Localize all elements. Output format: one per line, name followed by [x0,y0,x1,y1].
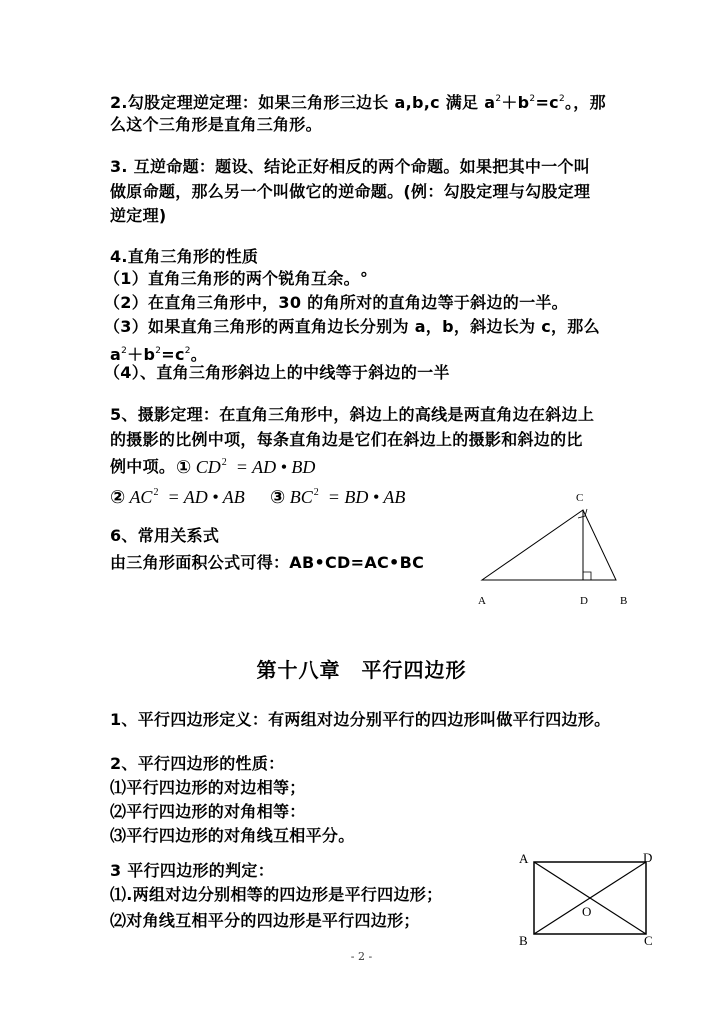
label-b: B [519,933,528,948]
circled-number-3: ③ [270,487,286,508]
para3-item1: ⑴.两组对边分别相等的四边形是平行四边形； [110,885,443,904]
section2-line1-pre: 2.勾股定理逆定理：如果三角形三边长 a,b,c 满足 a [110,93,496,112]
formula-1-rhs: = AD • BD [235,457,316,477]
formula-3-rhs: = BD • AB [327,487,406,507]
label-o: O [582,904,592,919]
section2-line1-mid1: ＋b [501,93,530,112]
exponent: 2 [495,94,502,104]
section4-item2: （2）在直角三角形中，30 的角所对的直角边等于斜边的一半。 [104,293,568,312]
label-a: A [519,851,529,866]
section5-line1: 5、摄影定理：在直角三角形中，斜边上的高线是两直角边在斜边上 [110,405,595,424]
section6-title: 6、常用关系式 [110,526,220,545]
label-c: C [576,492,584,504]
label-d: D [643,850,653,865]
right-angle-mark-d [583,572,591,580]
section2-line1 [110,88,606,114]
section2-line1-mid2: =c [535,93,559,112]
section6-line1: 由三角形面积公式可得：AB•CD=AC•BC [110,553,425,572]
formula-3 [270,482,405,509]
section4-item1: （1）直角三角形的两个锐角互余。° [104,269,369,288]
section2-line2: 么这个三角形是直角三角形。 [110,115,322,134]
section4-item4: （4）、直角三角形斜边上的中线等于斜边的一半 [104,363,450,382]
page-number: - 2 - [350,950,373,963]
para2-item3: ⑶平行四边形的对角线互相平分。 [110,826,355,845]
circled-number-1: ① [176,457,192,478]
exponent: 2 [313,487,319,498]
triangle-outline [482,510,616,580]
para1-definition: 1、平行四边形定义：有两组对边分别平行的四边形叫做平行四边形。 [110,710,611,729]
para2-item2: ⑵平行四边形的对角相等： [110,802,306,821]
section2-line1-post: 。，那 [564,93,606,112]
para3-item2: ⑵对角线互相平分的四边形是平行四边形； [110,911,420,930]
section5-line2: 的摄影的比例中项，每条直角边是它们在斜边上的摄影和斜边的比 [110,430,583,449]
section5-line3: 例中项。 [110,457,176,476]
circled-number-2: ② [110,487,126,508]
formula-end: 。 [190,345,208,364]
section3-line3: 逆定理) [110,206,167,225]
formula-a: a [110,345,122,364]
chapter-title: 第十八章 平行四边形 [256,658,467,682]
exponent: 2 [155,346,162,356]
para2-item1: ⑴平行四边形的对边相等； [110,778,306,797]
right-triangle-diagram [470,488,640,613]
label-b: B [620,595,628,607]
para2-title: 2、平行四边形的性质： [110,754,285,773]
label-d: D [580,595,588,607]
exponent: 2 [153,487,159,498]
formula-1-lhs: CD [195,457,221,477]
formula-2-rhs: = AD • AB [167,487,245,507]
para3-title: 3 平行四边形的判定： [110,861,275,880]
formula-2-lhs: AC [129,487,153,507]
exponent: 2 [121,346,128,356]
formula-2 [110,482,245,509]
formula-1 [176,452,315,479]
formula-c: =c [161,345,185,364]
formula-b: ＋b [127,345,156,364]
section3-line1: 3. 互逆命题：题设、结论正好相反的两个命题。如果把其中一个叫 [110,157,591,176]
rectangle-diagram [514,846,664,950]
section3-line2: 做原命题，那么另一个叫做它的逆命题。(例：勾股定理与勾股定理 [110,182,591,201]
exponent: 2 [558,94,565,104]
formula-3-lhs: BC [289,487,313,507]
label-a: A [478,595,486,607]
section4-item3: （3）如果直角三角形的两直角边长分别为 a，b，斜边长为 c，那么 [104,317,600,336]
exponent: 2 [221,457,227,468]
section4-title: 4.直角三角形的性质 [110,247,259,266]
exponent: 2 [184,346,191,356]
exponent: 2 [529,94,536,104]
label-c: C [644,933,653,948]
